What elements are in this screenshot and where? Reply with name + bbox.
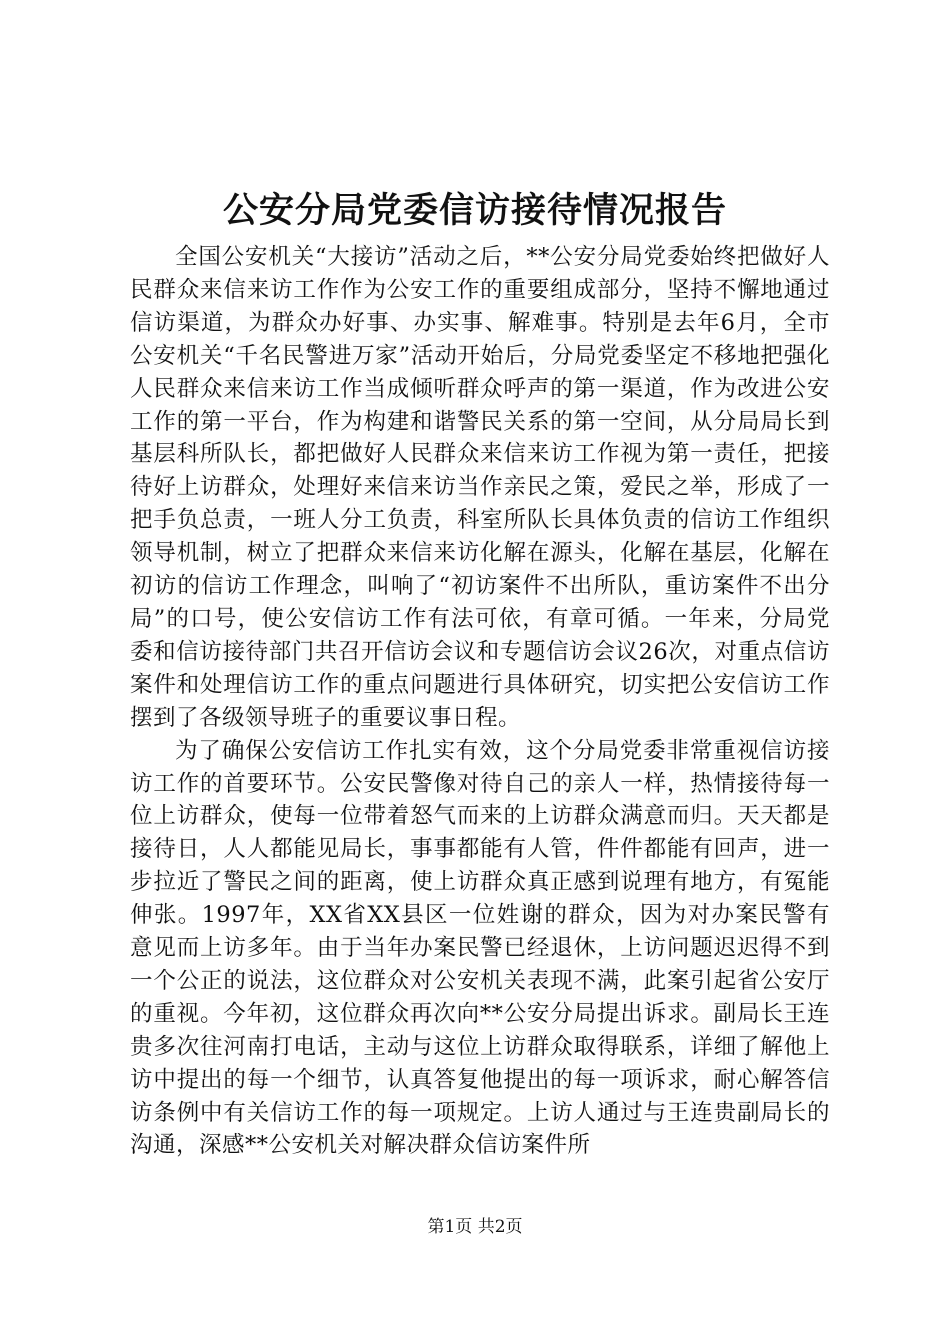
page-footer: 第1页 共2页 [427,1217,523,1237]
paragraph-1: 全国公安机关“大接访”活动之后，**公安分局党委始终把做好人民群众来信来访工作作为公安工作的重要组成部分，坚持不懈地通过信访渠道，为群众办好事、办实事、解难事。特别是去年6月，全市公安机关“千名民警进万家”活动开始后，分局党委坚定不移地把强化人民群众来信来访工作当成倾听群众呼声的第一渠道，作为改进公安工作的第一平台，作为构建和谐警民关系的第一空间，从分局局长到基层科所队长，都把做好人民群众来信来访工作视为第一责任，把接待好上访群众，处理好来信来访当作亲民之策，爱民之举，形成了一把手负总责，一班人分工负责，科室所队长具体负责的信访工作组织领导机制，树立了把群众来信来访化解在源头，化解在基层，化解在初访的信访工作理念，叫响了“初访案件不出所队，重访案件不出分局”的口号，使公安信访工作有法可依，有章可循。一年来，分局党委和信访接待部门共召开信访会议和专题信访会议26次，对重点信访案件和处理信访工作的重点问题进行具体研究，切实把公安信访工作摆到了各级领导班子的重要议事日程。 [130,244,830,731]
document-body [130,241,830,1162]
paragraph-2: 为了确保公安信访工作扎实有效，这个分局党委非常重视信访接访工作的首要环节。公安民警像对待自己的亲人一样，热情接待每一位上访群众，使每一位带着怒气而来的上访群众满意而归。天天都是接待日，人人都能见局长，事事都能有人管，件件都能有回声，进一步拉近了警民之间的距离，使上访群众真正感到说理有地方，有冤能伸张。1997年，XX省XX县区一位姓谢的群众，因为对办案民警有意见而上访多年。由于当年办案民警已经退休，上访问题迟迟得不到一个公正的说法，这位群众对公安机关表现不满，此案引起省公安厅的重视。今年初，这位群众再次向**公安分局提出诉求。副局长王连贵多次往河南打电话，主动与这位上访群众取得联系，详细了解他上访中提出的每一个细节，认真答复他提出的每一项诉求，耐心解答信访条例中有关信访工作的每一项规定。上访人通过与王连贵副局长的沟通，深感**公安机关对解决群众信访案件所 [130,737,830,1159]
document-title: 公安分局党委信访接待情况报告 [222,190,727,231]
